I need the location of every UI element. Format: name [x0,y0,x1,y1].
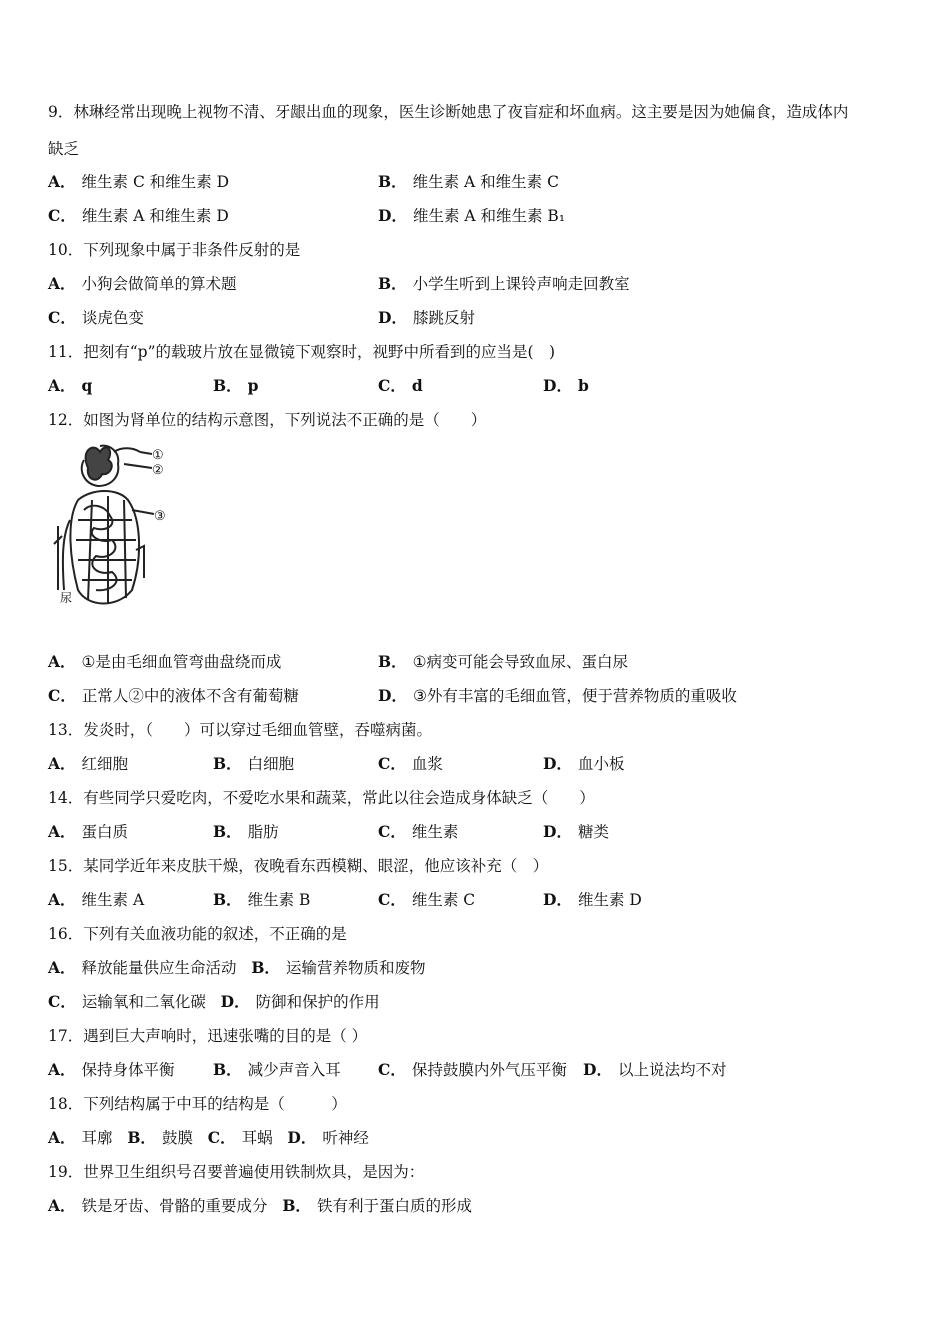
label-urine: 尿 [60,591,73,605]
label-one: ① [152,448,164,463]
q16-options-row1: A． 释放能量供应生命活动 B． 运输营养物质和废物 [48,958,426,977]
q16-stem: 16．下列有关血液功能的叙述，不正确的是 [48,925,347,943]
q18-options-row: A． 耳廓 B． 鼓膜 C． 耳蜗 D． 听神经 [48,1128,369,1147]
q12-option-b: B． ①病变可能会导致血尿、蛋白尿 [378,652,629,671]
q10-option-a: A． 小狗会做简单的算术题 [48,274,237,293]
q9-stem-line2: 缺乏 [48,140,80,158]
q10-option-b: B． 小学生听到上课铃声响走回教室 [378,274,630,293]
q12-option-c: C． 正常人②中的液体不含有葡萄糖 [48,686,299,705]
q17-option-d: D． 以上说法均不对 [583,1060,727,1079]
q17-option-a: A． 保持身体平衡 [48,1060,175,1079]
q9-option-a: A． 维生素 C 和维生素 D [48,172,230,191]
q15-option-a: A． 维生素 A [48,890,145,909]
q12-stem: 12．如图为肾单位的结构示意图，下列说法不正确的是（ ） [48,411,487,429]
q11-stem: 11．把刻有“p”的载玻片放在显微镜下观察时，视野中所看到的应当是( ) [48,343,556,361]
q17-stem: 17．遇到巨大声响时，迅速张嘴的目的是（ ） [48,1027,368,1045]
q14-option-c: C． 维生素 [378,822,459,841]
q10-option-c: C． 谈虎色变 [48,308,144,327]
q13-option-b: B． 白细胞 [213,754,295,773]
q14-option-a: A． 蛋白质 [48,822,129,841]
q19-stem: 19．世界卫生组织号召要普遍使用铁制炊具，是因为： [48,1163,425,1181]
label-three: ③ [154,509,166,524]
q17-option-b: B． 减少声音入耳 [213,1060,341,1079]
q13-option-a: A． 红细胞 [48,754,129,773]
nephron-diagram [48,440,178,615]
q15-option-c: C． 维生素 C [378,890,476,909]
q12-option-d: D． ③外有丰富的毛细血管，便于营养物质的重吸收 [378,686,737,705]
q9-stem-line1: 9．林琳经常出现晚上视物不清、牙龈出血的现象，医生诊断她患了夜盲症和坏血病。这主要是因为她偏食，造成体内 [48,103,849,121]
q16-options-row2: C． 运输氧和二氧化碳 D． 防御和保护的作用 [48,992,380,1011]
q9-option-b: B． 维生素 A 和维生素 C [378,172,559,191]
q15-option-d: D． 维生素 D [543,890,642,909]
q9-option-c: C． 维生素 A 和维生素 D [48,206,229,225]
label-two: ② [152,463,164,478]
q11-option-a: A． q [48,376,93,395]
q17-option-c: C． 保持鼓膜内外气压平衡 [378,1060,567,1079]
q15-stem: 15．某同学近年来皮肤干燥，夜晚看东西模糊、眼涩，他应该补充（ ） [48,857,549,875]
q19-options-row: A． 铁是牙齿、骨骼的重要成分 B． 铁有利于蛋白质的形成 [48,1196,472,1215]
q11-option-b: B． p [213,376,259,395]
q14-option-d: D． 糖类 [543,822,609,841]
q10-option-d: D． 膝跳反射 [378,308,475,327]
q9-option-d: D． 维生素 A 和维生素 B₁ [378,206,566,225]
q12-option-a: A． ①是由毛细血管弯曲盘绕而成 [48,652,282,671]
q14-stem: 14．有些同学只爱吃肉，不爱吃水果和蔬菜，常此以往会造成身体缺乏（ ） [48,789,595,807]
q13-option-c: C． 血浆 [378,754,443,773]
q13-stem: 13．发炎时，（ ）可以穿过毛细血管壁，吞噬病菌。 [48,721,432,739]
q11-option-c: C． d [378,376,423,395]
q10-stem: 10．下列现象中属于非条件反射的是 [48,241,301,259]
q13-option-d: D． 血小板 [543,754,625,773]
q14-option-b: B． 脂肪 [213,822,279,841]
q15-option-b: B． 维生素 B [213,890,311,909]
q11-option-d: D． b [543,376,589,395]
q18-stem: 18．下列结构属于中耳的结构是（ ） [48,1095,347,1113]
